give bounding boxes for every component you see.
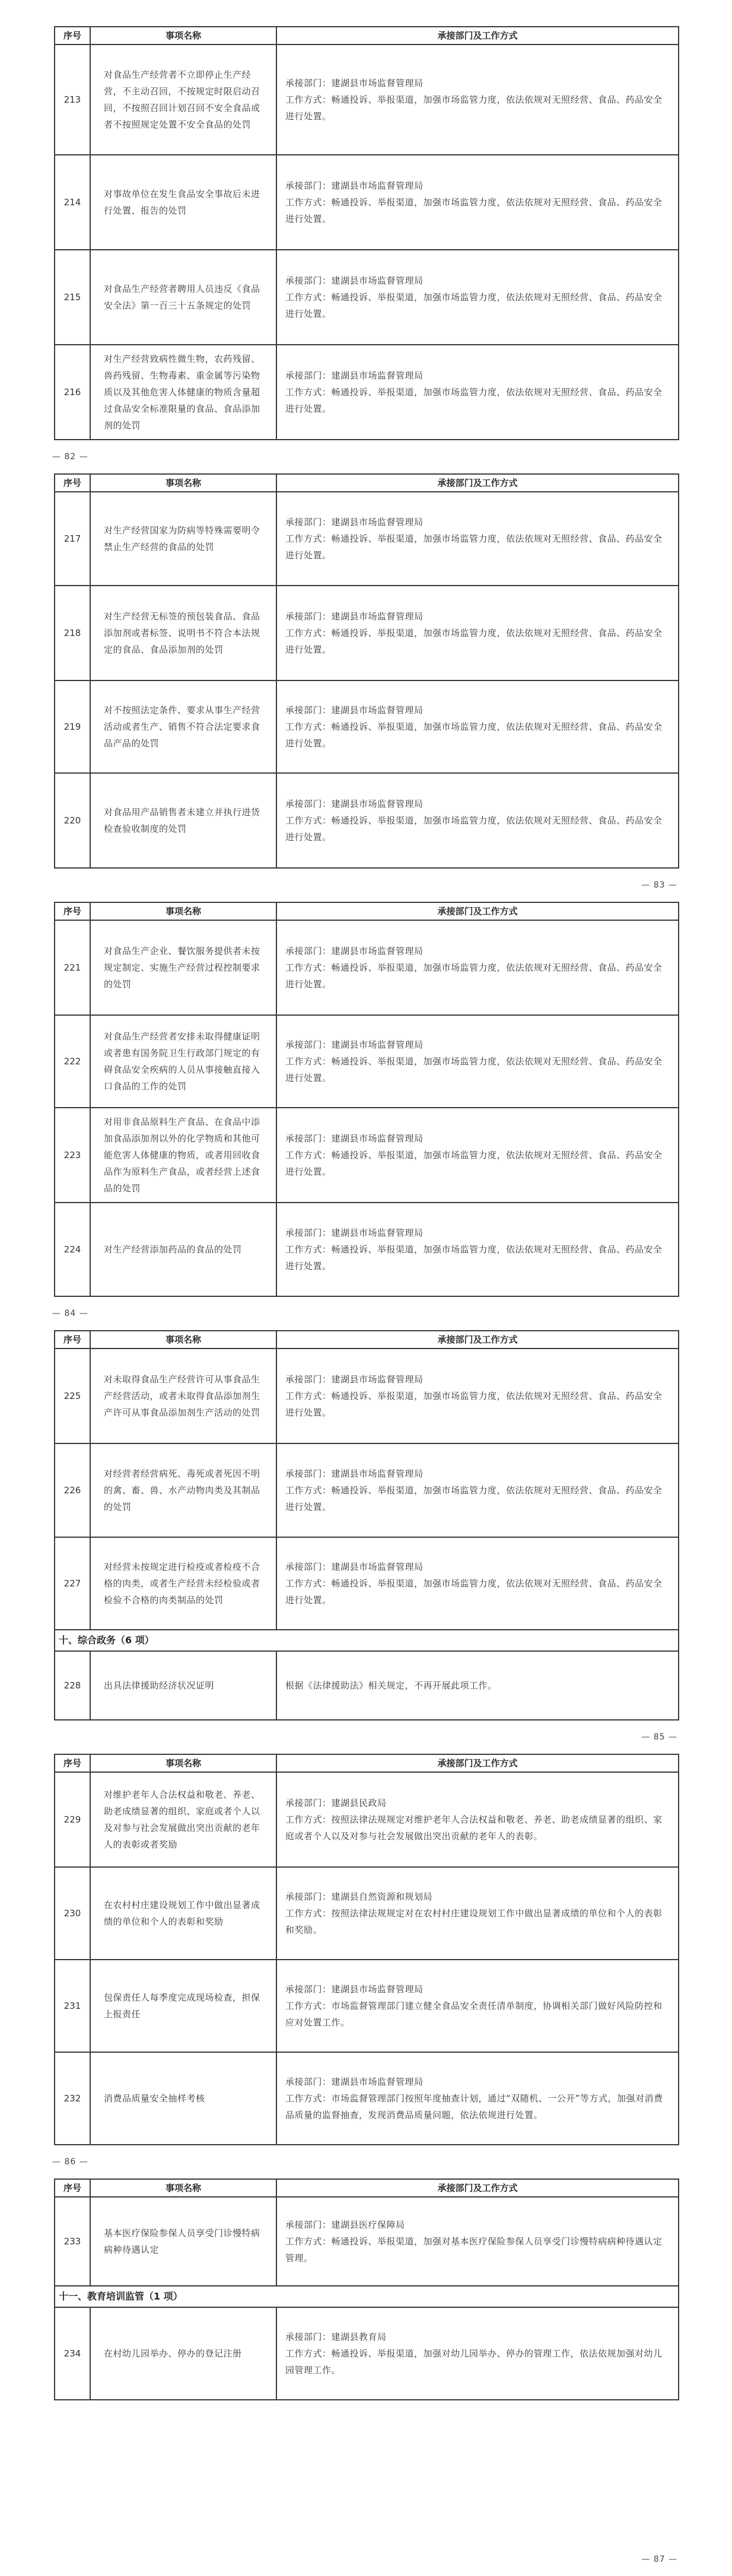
row-item-name: 对经营者经营病死、毒死或者死因不明的禽、畜、兽、水产动物肉类及其制品的处罚 — [90, 1443, 276, 1537]
dept-line: 承接部门：建湖县民政局 — [285, 1798, 387, 1808]
dept-line: 承接部门：建湖县自然资源和规划局 — [285, 1891, 433, 1902]
row-item-name: 对食品生产经营者聘用人员违反《食品安全法》第一百三十五条规定的处罚 — [90, 250, 276, 345]
row-number: 216 — [55, 345, 90, 440]
row-department — [276, 2307, 679, 2400]
row-number: 231 — [55, 1960, 90, 2052]
header-item: 事项名称 — [90, 474, 276, 492]
row-number: 220 — [55, 773, 90, 868]
dept-line: 工作方式：畅通投诉、举报渠道，加强市场监管力度，依法依规对无照经营、食品、药品安全进行处置。 — [285, 1150, 663, 1177]
row-number: 230 — [55, 1867, 90, 1960]
dept-line: 工作方式：畅通投诉、举报渠道，加强市场监管力度，依法依规对无照经营、食品、药品安全进行处置。 — [285, 292, 663, 319]
header-dept: 承接部门及工作方式 — [276, 2179, 679, 2197]
table-row — [55, 250, 679, 345]
row-number: 224 — [55, 1203, 90, 1296]
dept-line: 根据《法律援助法》相关规定，不再开展此项工作。 — [285, 1680, 497, 1691]
table-row — [55, 1867, 679, 1960]
row-number: 223 — [55, 1108, 90, 1203]
row-item-name: 对事故单位在发生食品安全事故后未进行处置、报告的处罚 — [90, 155, 276, 250]
row-department — [276, 586, 679, 680]
dept-line: 工作方式：市场监督管理部门建立健全食品安全责任清单制度，协调相关部门做好风险防控和应对处置工作。 — [285, 2001, 663, 2028]
dept-line: 工作方式：畅通投诉、举报渠道，加强市场监管力度，依法依规对无照经营、食品、药品安全进行处置。 — [285, 721, 663, 749]
dept-line: 承接部门：建湖县市场监督管理局 — [285, 180, 424, 191]
header-num: 序号 — [55, 474, 90, 492]
table-block — [0, 473, 732, 902]
dept-line: 工作方式：畅通投诉、举报渠道，加强市场监管力度，依法依规对无照经营、食品、药品安全进行处置。 — [285, 1578, 663, 1605]
header-dept: 承接部门及工作方式 — [276, 27, 679, 44]
header-num: 序号 — [55, 1754, 90, 1772]
table-block — [0, 1330, 732, 1754]
dept-line: 工作方式：畅通投诉、举报渠道，加强市场监管力度，依法依规对无照经营、食品、药品安全进行处置。 — [285, 94, 663, 122]
header-item: 事项名称 — [90, 27, 276, 44]
row-number: 227 — [55, 1537, 90, 1630]
header-item: 事项名称 — [90, 1331, 276, 1349]
row-department — [276, 250, 679, 345]
dept-line: 承接部门：建湖县市场监督管理局 — [285, 1561, 424, 1572]
row-department — [276, 1867, 679, 1960]
dept-line: 承接部门：建湖县市场监督管理局 — [285, 1227, 424, 1238]
row-item-name: 对不按照法定条件、要求从事生产经营活动或者生产、销售不符合法定要求食品产品的处罚 — [90, 680, 276, 773]
row-item-name: 在农村村庄建设规划工作中做出显著成绩的单位和个人的表彰和奖励 — [90, 1867, 276, 1960]
header-num: 序号 — [55, 27, 90, 44]
row-number: 213 — [55, 44, 90, 155]
dept-line: 工作方式：按照法律法规规定对在农村村庄建设规划工作中做出显著成绩的单位和个人的表彰和奖励。 — [285, 1908, 663, 1935]
table-header-row — [55, 27, 679, 44]
row-item-name: 出具法律援助经济状况证明 — [90, 1651, 276, 1720]
table-header-row — [55, 1754, 679, 1772]
row-department — [276, 1537, 679, 1630]
table-row — [55, 773, 679, 868]
table-row — [55, 920, 679, 1015]
table-row — [55, 1537, 679, 1630]
header-dept: 承接部门及工作方式 — [276, 474, 679, 492]
table-row — [55, 1443, 679, 1537]
page-number: — 85 — — [641, 1732, 677, 1742]
table-row — [55, 2197, 679, 2286]
dept-line: 承接部门：建湖县市场监督管理局 — [285, 275, 424, 286]
table-block — [0, 0, 732, 473]
row-item-name: 在村幼儿园举办、停办的登记注册 — [90, 2307, 276, 2400]
dept-line: 工作方式：畅通投诉、举报渠道，加强市场监管力度，依法依规对无照经营、食品、药品安全进行处置。 — [285, 533, 663, 561]
page-number: — 86 — — [52, 2157, 88, 2167]
dept-line: 承接部门：建湖县市场监督管理局 — [285, 946, 424, 956]
row-item-name: 对生产经营无标签的预包装食品、食品添加剂或者标签、说明书不符合本法规定的食品、食品添加剂的处罚 — [90, 586, 276, 680]
table-row — [55, 2307, 679, 2400]
row-department — [276, 44, 679, 155]
page-number: — 87 — — [641, 2555, 677, 2564]
matters-table — [54, 1330, 679, 1720]
row-item-name: 对生产经营国家为防病等特殊需要明令禁止生产经营的食品的处罚 — [90, 492, 276, 586]
dept-line: 工作方式：畅通投诉、举报渠道，加强对基本医疗保险参保人员享受门诊慢特病病种待遇认定管理。 — [285, 2236, 663, 2263]
dept-line: 承接部门：建湖县市场监督管理局 — [285, 705, 424, 715]
row-item-name: 对食品生产经营者安排未取得健康证明或者患有国务院卫生行政部门规定的有碍食品安全疾病的人员从事接触直接入口食品的工作的处罚 — [90, 1015, 276, 1108]
header-num: 序号 — [55, 902, 90, 920]
table-row — [55, 1203, 679, 1296]
row-department — [276, 773, 679, 868]
row-item-name: 对维护老年人合法权益和敬老、养老、助老成绩显著的组织、家庭或者个人以及对参与社会发展做出突出贡献的老年人的表彰或者奖励 — [90, 1772, 276, 1867]
dept-line: 工作方式：畅通投诉、举报渠道，加强市场监管力度，依法依规对无照经营、食品、药品安全进行处置。 — [285, 1056, 663, 1083]
table-header-row — [55, 902, 679, 920]
dept-line: 工作方式：畅通投诉、举报渠道，加强市场监管力度，依法依规对无照经营、食品、药品安全进行处置。 — [285, 1244, 663, 1271]
row-department — [276, 2197, 679, 2286]
dept-line: 工作方式：市场监督管理部门按照年度抽查计划，通过“双随机、一公开”等方式，加强对消费品质量的监督抽查，发现消费品质量问题，依法依规进行处置。 — [285, 2093, 663, 2120]
row-department — [276, 345, 679, 440]
row-item-name: 对经营未按规定进行检疫或者检疫不合格的肉类，或者生产经营未经检验或者检验不合格的肉类制品的处罚 — [90, 1537, 276, 1630]
dept-line: 工作方式：畅通投诉、举报渠道，加强市场监管力度，依法依规对无照经营、食品、药品安全进行处置。 — [285, 1485, 663, 1512]
row-number: 219 — [55, 680, 90, 773]
header-dept: 承接部门及工作方式 — [276, 1754, 679, 1772]
table-header-row — [55, 474, 679, 492]
dept-line: 工作方式：按照法律法规规定对维护老年人合法权益和敬老、养老、助老成绩显著的组织、家庭或者个人以及对参与社会发展做出突出贡献的老年人的表彰。 — [285, 1814, 663, 1842]
row-department — [276, 2052, 679, 2145]
matters-table — [54, 1754, 679, 2145]
header-num: 序号 — [55, 2179, 90, 2197]
row-number: 217 — [55, 492, 90, 586]
matters-table — [54, 902, 679, 1297]
dept-line: 承接部门：建湖县市场监督管理局 — [285, 1984, 424, 1995]
row-department — [276, 1015, 679, 1108]
row-item-name: 包保责任人每季度完成现场检查，担保上报责任 — [90, 1960, 276, 2052]
header-item: 事项名称 — [90, 902, 276, 920]
row-number: 228 — [55, 1651, 90, 1720]
dept-line: 承接部门：建湖县市场监督管理局 — [285, 799, 424, 809]
row-department — [276, 1349, 679, 1443]
table-row — [55, 586, 679, 680]
table-row — [55, 680, 679, 773]
dept-line: 工作方式：畅通投诉、举报渠道，加强市场监管力度，依法依规对无照经营、食品、药品安全进行处置。 — [285, 1391, 663, 1418]
dept-line: 承接部门：建湖县市场监督管理局 — [285, 370, 424, 381]
matters-table — [54, 473, 679, 869]
row-department — [276, 155, 679, 250]
row-department — [276, 920, 679, 1015]
section-heading-row — [55, 2286, 679, 2307]
table-block — [0, 2179, 732, 2576]
matters-table — [54, 2179, 679, 2400]
header-item: 事项名称 — [90, 2179, 276, 2197]
row-number: 214 — [55, 155, 90, 250]
table-row — [55, 1772, 679, 1867]
page-number: — 83 — — [641, 880, 677, 890]
row-item-name: 对未取得食品生产经营许可从事食品生产经营活动，或者未取得食品添加剂生产许可从事食品添加剂生产活动的处罚 — [90, 1349, 276, 1443]
table-header-row — [55, 1331, 679, 1349]
dept-line: 承接部门：建湖县市场监督管理局 — [285, 517, 424, 527]
row-item-name: 对生产经营添加药品的食品的处罚 — [90, 1203, 276, 1296]
dept-line: 承接部门：建湖县市场监督管理局 — [285, 1374, 424, 1385]
row-item-name: 对用非食品原料生产食品、在食品中添加食品添加剂以外的化学物质和其他可能危害人体健康的物质，或者用回收食品作为原料生产食品，或者经营上述食品的处罚 — [90, 1108, 276, 1203]
page-number: — 84 — — [52, 1309, 88, 1318]
blank-space — [0, 2400, 732, 2543]
dept-line: 工作方式：畅通投诉、举报渠道，加强市场监管力度，依法依规对无照经营、食品、药品安全进行处置。 — [285, 815, 663, 842]
table-block — [0, 1754, 732, 2179]
dept-line: 承接部门：建湖县教育局 — [285, 2332, 387, 2342]
row-department — [276, 1960, 679, 2052]
row-department — [276, 1108, 679, 1203]
table-row — [55, 155, 679, 250]
row-item-name: 对食品生产企业、餐饮服务提供者未按规定制定、实施生产经营过程控制要求的处罚 — [90, 920, 276, 1015]
row-number: 229 — [55, 1772, 90, 1867]
header-dept: 承接部门及工作方式 — [276, 902, 679, 920]
dept-line: 承接部门：建湖县市场监督管理局 — [285, 1039, 424, 1050]
dept-line: 工作方式：畅通投诉、举报渠道，加强市场监管力度，依法依规对无照经营、食品、药品安全进行处置。 — [285, 387, 663, 414]
row-department — [276, 680, 679, 773]
table-row — [55, 492, 679, 586]
row-number: 225 — [55, 1349, 90, 1443]
row-number: 234 — [55, 2307, 90, 2400]
header-dept: 承接部门及工作方式 — [276, 1331, 679, 1349]
row-number: 221 — [55, 920, 90, 1015]
row-number: 226 — [55, 1443, 90, 1537]
row-item-name: 对生产经营致病性微生物，农药残留、兽药残留、生物毒素、重金属等污染物质以及其他危害人体健康的物质含量超过食品安全标准限量的食品、食品添加剂的处罚 — [90, 345, 276, 440]
row-department — [276, 1651, 679, 1720]
dept-line: 工作方式：畅通投诉、举报渠道，加强市场监管力度，依法依规对无照经营、食品、药品安全进行处置。 — [285, 197, 663, 224]
section-heading: 十一、教育培训监管（1 项） — [55, 2286, 679, 2307]
dept-line: 工作方式：畅通投诉、举报渠道，加强市场监管力度，依法依规对无照经营、食品、药品安全进行处置。 — [285, 962, 663, 990]
table-row — [55, 44, 679, 155]
table-row — [55, 1960, 679, 2052]
row-item-name: 基本医疗保险参保人员享受门诊慢特病病种待遇认定 — [90, 2197, 276, 2286]
row-number: 232 — [55, 2052, 90, 2145]
table-row — [55, 1108, 679, 1203]
row-number: 218 — [55, 586, 90, 680]
row-department — [276, 1443, 679, 1537]
row-number: 215 — [55, 250, 90, 345]
row-number: 233 — [55, 2197, 90, 2286]
table-row — [55, 1349, 679, 1443]
dept-line: 承接部门：建湖县市场监督管理局 — [285, 611, 424, 622]
dept-line: 承接部门：建湖县市场监督管理局 — [285, 78, 424, 88]
row-item-name: 对食品用产品销售者未建立并执行进货检查验收制度的处罚 — [90, 773, 276, 868]
table-row — [55, 345, 679, 440]
section-heading: 十、综合政务（6 项） — [55, 1630, 679, 1651]
dept-line: 承接部门：建湖县市场监督管理局 — [285, 2076, 424, 2087]
table-row — [55, 1651, 679, 1720]
matters-table — [54, 26, 679, 440]
table-header-row — [55, 2179, 679, 2197]
row-department — [276, 1772, 679, 1867]
dept-line: 承接部门：建湖县市场监督管理局 — [285, 1468, 424, 1479]
row-department — [276, 492, 679, 586]
table-row — [55, 1015, 679, 1108]
dept-line: 工作方式：畅通投诉、举报渠道，加强市场监管力度，依法依规对无照经营、食品、药品安全进行处置。 — [285, 628, 663, 655]
row-department — [276, 1203, 679, 1296]
row-number: 222 — [55, 1015, 90, 1108]
dept-line: 承接部门：建湖县市场监督管理局 — [285, 1133, 424, 1144]
header-num: 序号 — [55, 1331, 90, 1349]
table-block — [0, 902, 732, 1330]
dept-line: 承接部门：建湖县医疗保障局 — [285, 2219, 405, 2230]
row-item-name: 消费品质量安全抽样考核 — [90, 2052, 276, 2145]
section-heading-row — [55, 1630, 679, 1651]
header-item: 事项名称 — [90, 1754, 276, 1772]
page-number: — 82 — — [52, 452, 88, 462]
row-item-name: 对食品生产经营者不立即停止生产经营，不主动召回，不按规定时限启动召回，不按照召回计划召回不安全食品或者不按照规定处置不安全食品的处罚 — [90, 44, 276, 155]
table-row — [55, 2052, 679, 2145]
dept-line: 工作方式：畅通投诉、举报渠道，加强对幼儿园举办、停办的管理工作，依法依规加强对幼儿园管理工作。 — [285, 2348, 663, 2375]
